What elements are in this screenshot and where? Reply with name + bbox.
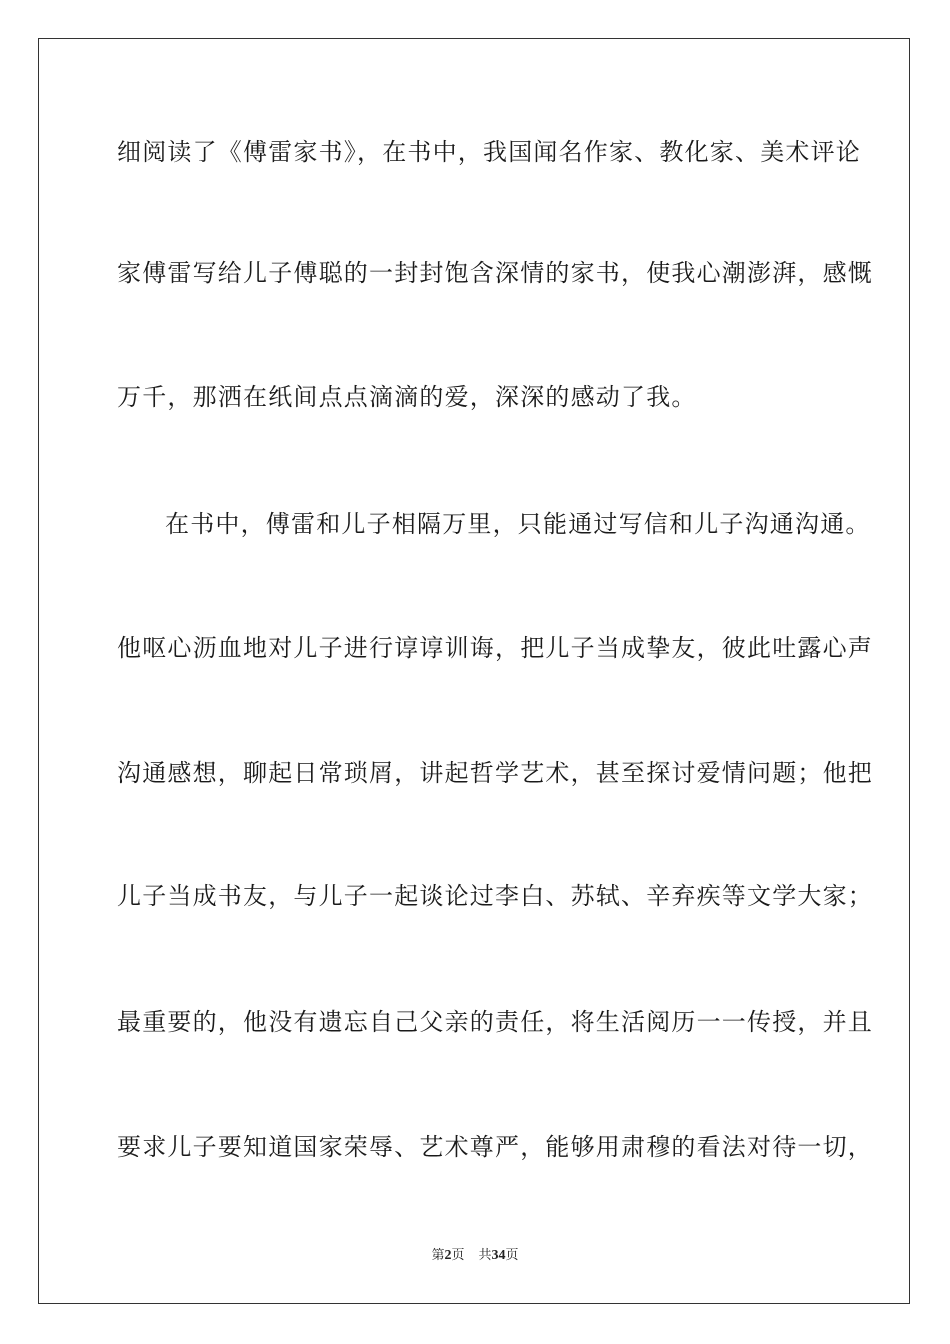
footer-total-prefix: 共 bbox=[478, 1248, 492, 1263]
text-line-5: 他呕心沥血地对儿子进行谆谆训诲，把儿子当成挚友，彼此吐露心声 bbox=[117, 634, 873, 662]
text-line-9: 要求儿子要知道国家荣辱、艺术尊严，能够用肃穆的看法对待一切， bbox=[117, 1133, 873, 1161]
footer-page-prefix: 第 bbox=[431, 1248, 445, 1263]
footer-page-number: 2 bbox=[444, 1248, 452, 1263]
text-line-2: 家傅雷写给儿子傅聪的一封封饱含深情的家书，使我心潮澎湃，感慨 bbox=[117, 259, 873, 287]
text-line-4-paragraph-start: 在书中，傅雷和儿子相隔万里，只能通过写信和儿子沟通沟通。 bbox=[165, 510, 871, 538]
page-border bbox=[38, 38, 910, 1304]
text-line-6: 沟通感想，聊起日常琐屑，讲起哲学艺术，甚至探讨爱情问题；他把 bbox=[117, 759, 873, 787]
text-line-8: 最重要的，他没有遗忘自己父亲的责任，将生活阅历一一传授，并且 bbox=[117, 1008, 873, 1036]
page-footer bbox=[0, 1247, 950, 1265]
footer-page-suffix: 页 bbox=[451, 1248, 465, 1263]
footer-total-pages: 34 bbox=[491, 1248, 506, 1263]
text-line-3: 万千，那洒在纸间点点滴滴的爱，深深的感动了我。 bbox=[117, 383, 697, 411]
footer-total-suffix: 页 bbox=[505, 1248, 519, 1263]
text-line-1: 细阅读了《傅雷家书》，在书中，我国闻名作家、教化家、美术评论 bbox=[117, 138, 861, 166]
text-line-7: 儿子当成书友，与儿子一起谈论过李白、苏轼、辛弃疾等文学大家； bbox=[117, 882, 873, 910]
